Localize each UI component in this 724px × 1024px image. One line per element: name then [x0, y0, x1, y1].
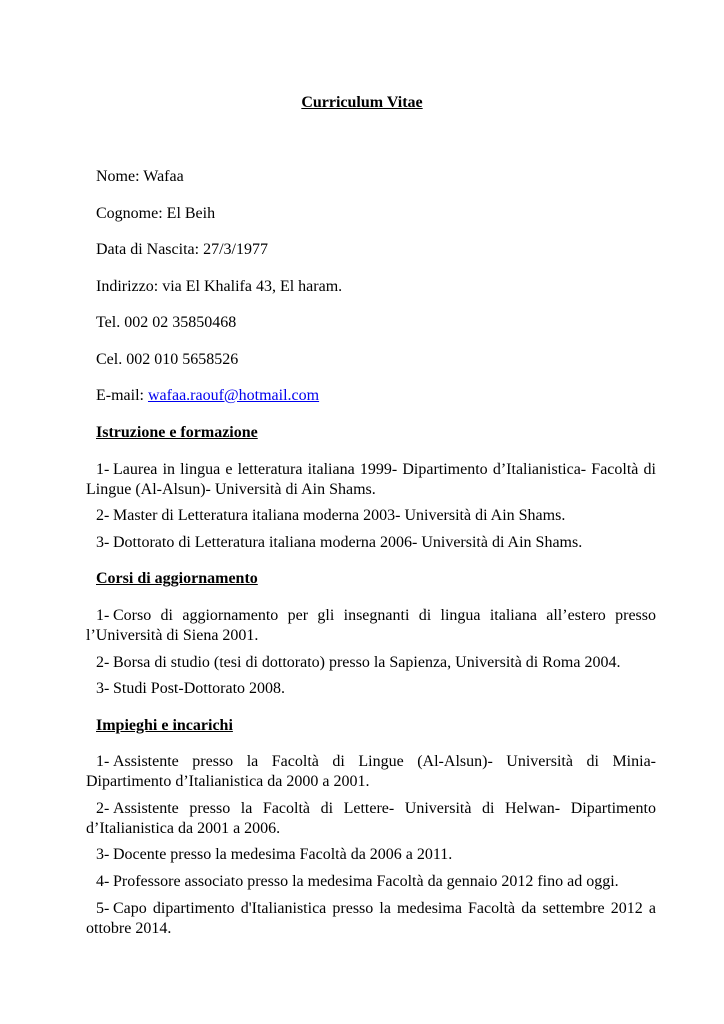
item-text: Master di Letteratura italiana moderna 2003- Università di Ain Shams. — [113, 507, 566, 524]
item-text: Dottorato di Letteratura italiana moderna 2006- Università di Ain Shams. — [113, 534, 583, 551]
item-number: 1- — [96, 753, 110, 770]
item-number: 5- — [96, 900, 110, 917]
info-tel: Tel. 002 02 35850468 — [96, 314, 237, 331]
list-item — [86, 506, 656, 526]
item-text: Corso di aggiornamento per gli insegnanti di lingua italiana all’estero presso l’Università di Siena 2001. — [86, 607, 656, 644]
info-cognome: Cognome: El Beih — [96, 205, 216, 222]
item-number: 3- — [96, 534, 110, 551]
info-cel: Cel. 002 010 5658526 — [96, 351, 239, 368]
info-email — [96, 386, 319, 406]
list-item — [86, 606, 656, 646]
item-number: 2- — [96, 507, 110, 524]
list-item — [86, 872, 656, 892]
list-item — [86, 653, 656, 673]
info-data-nascita: Data di Nascita: 27/3/1977 — [96, 241, 268, 258]
item-number: 2- — [96, 654, 110, 671]
section-heading-impieghi: Impieghi e incarichi — [96, 717, 233, 734]
section-heading-istruzione: Istruzione e formazione — [96, 424, 258, 441]
item-number: 3- — [96, 680, 110, 697]
item-text: Laurea in lingua e letteratura italiana 1999- Dipartimento d’Italianistica- Facoltà di Lingue (Al-Alsun)- Università di Ain Shams. — [86, 461, 656, 498]
item-number: 3- — [96, 846, 110, 863]
item-number: 1- — [96, 461, 110, 478]
list-item — [86, 799, 656, 839]
page-title: Curriculum Vitae — [301, 94, 423, 111]
item-text: Borsa di studio (tesi di dottorato) presso la Sapienza, Università di Roma 2004. — [113, 654, 621, 671]
item-text: Assistente presso la Facoltà di Lettere- Università di Helwan- Dipartimento d’Italianistica da 2001 a 2006. — [86, 800, 656, 837]
item-number: 2- — [96, 800, 110, 817]
list-item — [86, 679, 656, 699]
list-item — [86, 845, 656, 865]
item-text: Capo dipartimento d'Italianistica presso la medesima Facoltà da settembre 2012 a ottobre 2014. — [86, 900, 656, 937]
item-text: Assistente presso la Facoltà di Lingue (Al-Alsun)- Università di Minia- Dipartimento d’Italianistica da 2000 a 2001. — [86, 753, 656, 790]
item-text: Studi Post-Dottorato 2008. — [113, 680, 286, 697]
list-item — [86, 460, 656, 500]
item-text: Professore associato presso la medesima Facoltà da gennaio 2012 fino ad oggi. — [113, 873, 619, 890]
list-item — [86, 533, 656, 553]
item-text: Docente presso la medesima Facoltà da 2006 a 2011. — [113, 846, 453, 863]
list-item — [86, 899, 656, 939]
list-item — [86, 752, 656, 792]
email-link[interactable]: wafaa.raouf@hotmail.com — [147, 387, 320, 404]
section-heading-corsi: Corsi di aggiornamento — [96, 570, 258, 587]
item-number: 4- — [96, 873, 110, 890]
email-label: E-mail: — [96, 387, 148, 404]
info-nome: Nome: Wafaa — [96, 168, 184, 185]
info-indirizzo: Indirizzo: via El Khalifa 43, El haram. — [96, 278, 343, 295]
item-number: 1- — [96, 607, 110, 624]
